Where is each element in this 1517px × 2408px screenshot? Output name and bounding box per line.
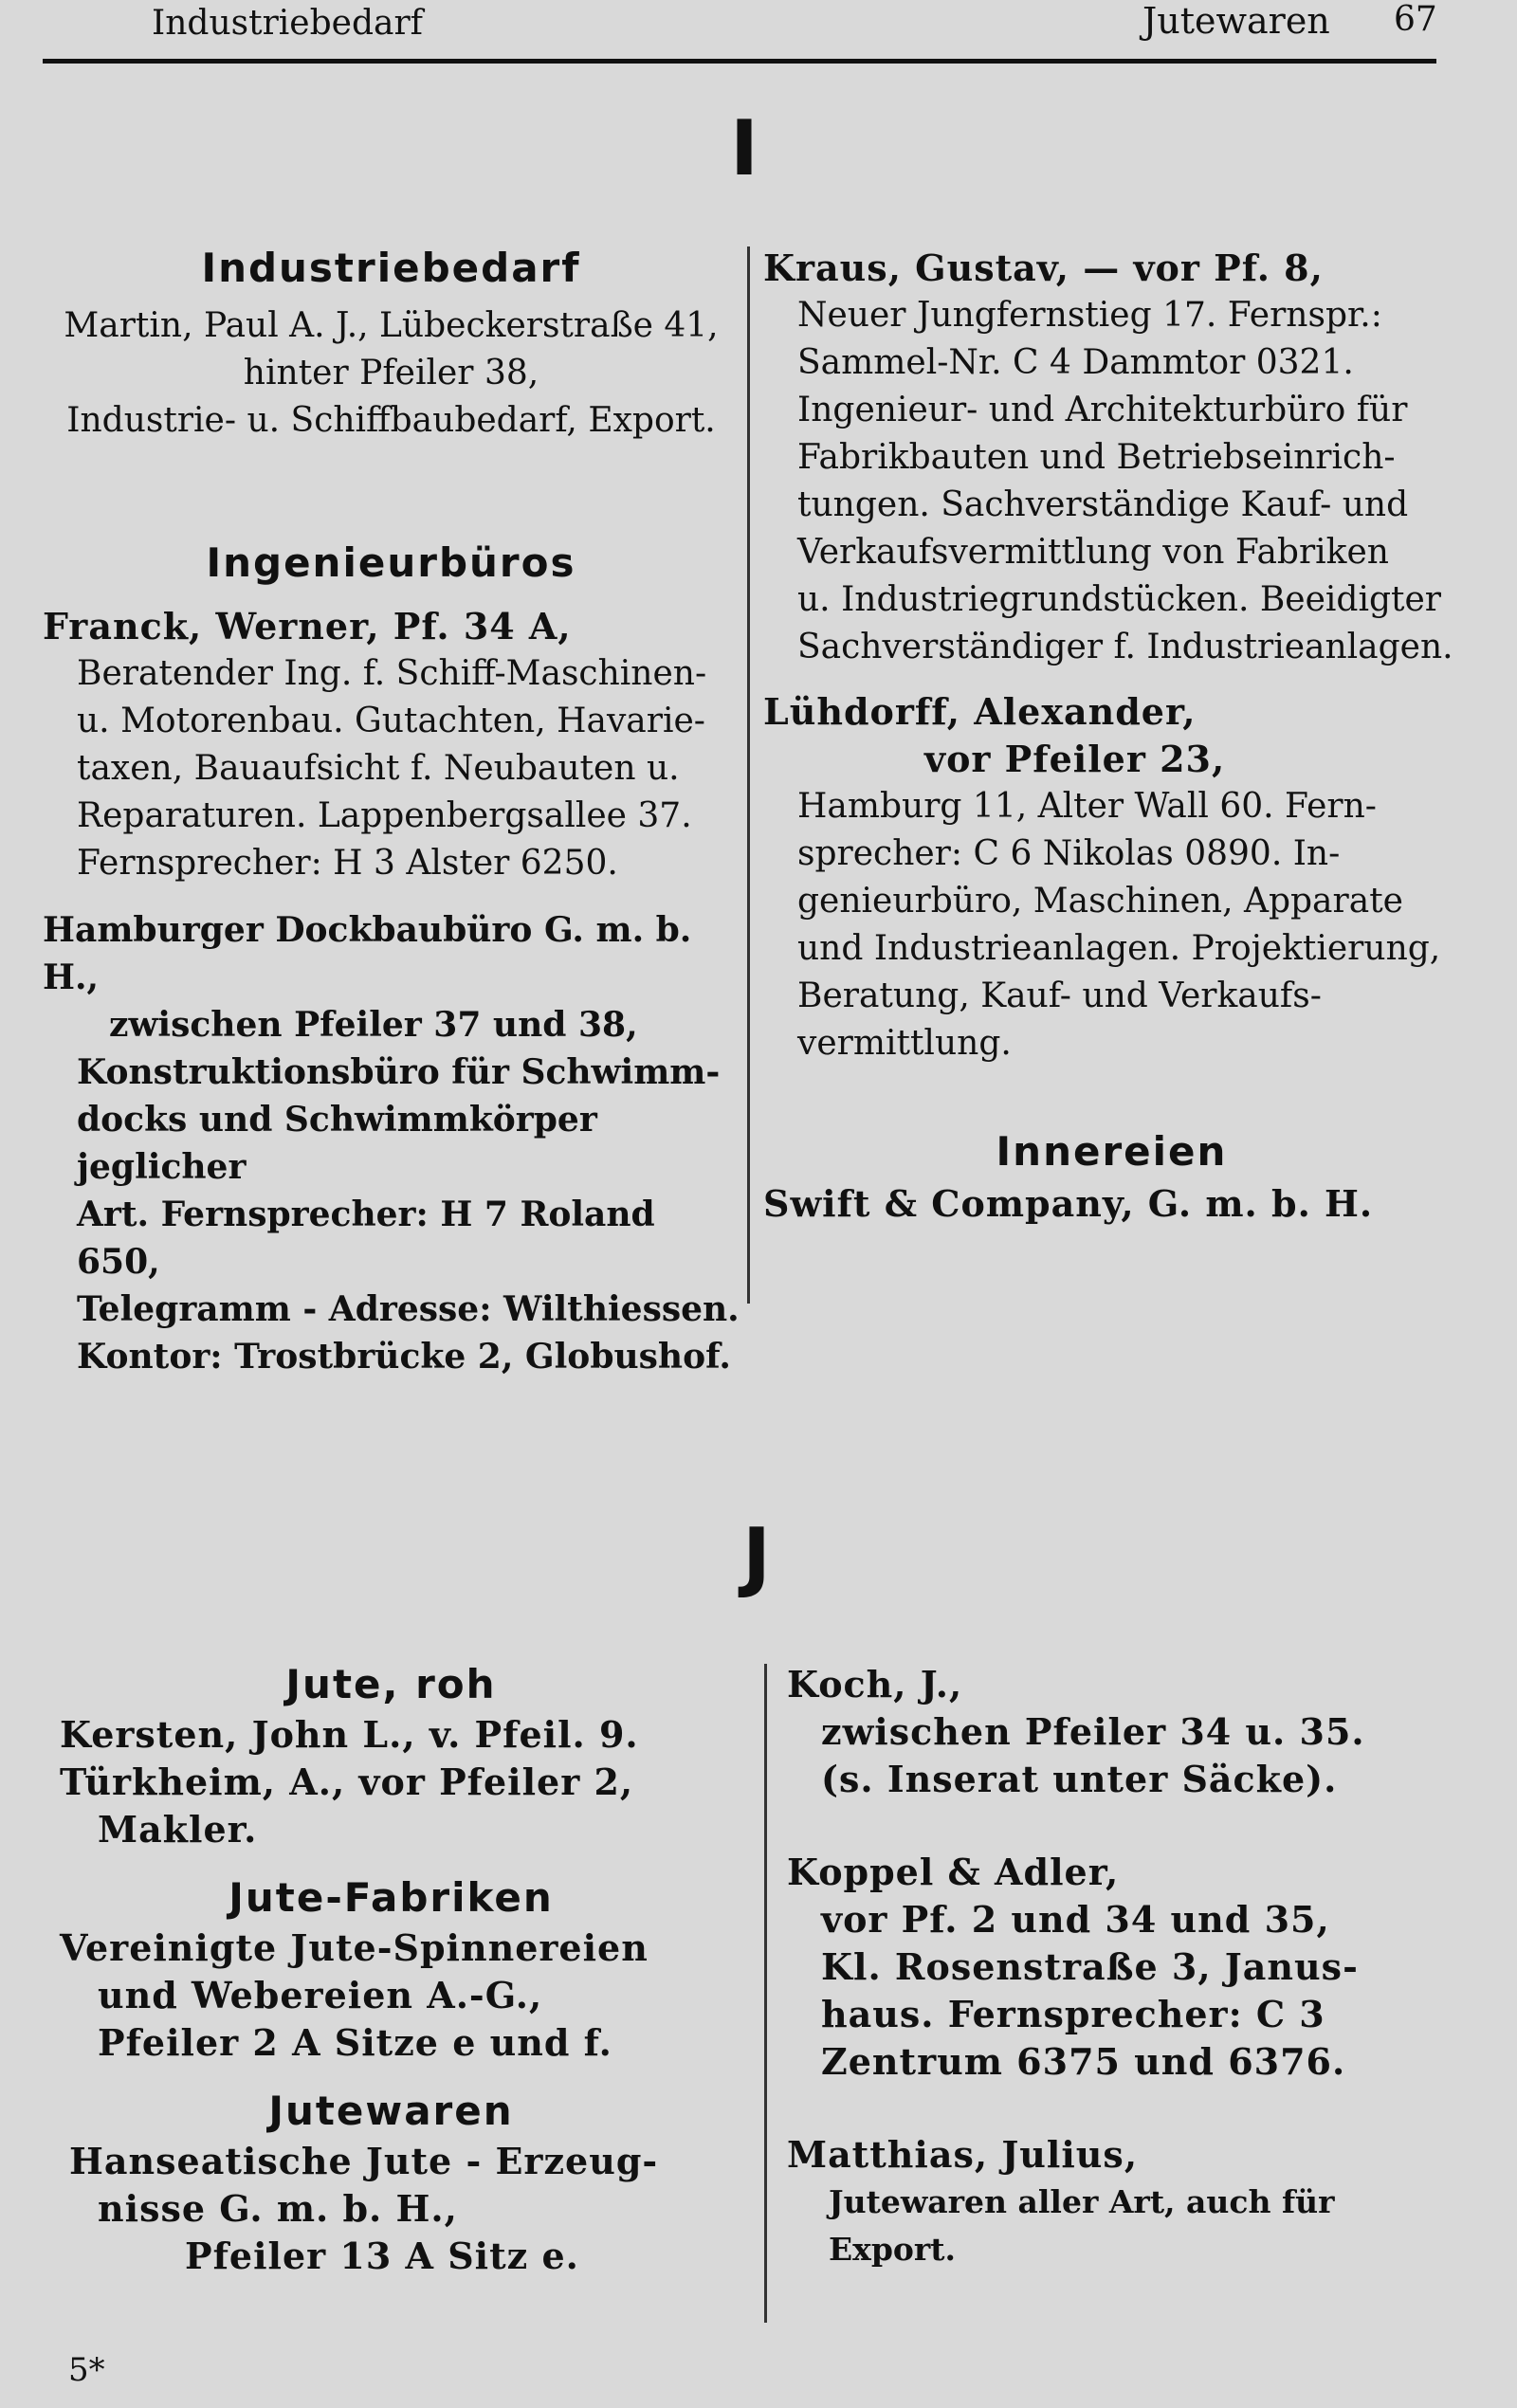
entry-line: hinter Pfeiler 38, bbox=[243, 354, 539, 392]
entry-line: Pfeiler 2 A Sitze e und f. bbox=[98, 2021, 612, 2064]
entry-line: Beratung, Kauf- und Verkaufs- bbox=[797, 976, 1322, 1015]
header-left-title: Industriebedarf bbox=[152, 4, 423, 43]
column-i-right bbox=[763, 245, 1460, 1228]
entry-martin bbox=[43, 302, 740, 445]
header-middle-title: Jutewaren bbox=[1142, 0, 1330, 42]
entry-line: docks und Schwimmkörper jeglicher bbox=[77, 1100, 597, 1187]
entry-line: zwischen Pfeiler 37 und 38, bbox=[109, 1005, 638, 1045]
signature-mark: 5* bbox=[68, 2351, 105, 2389]
entry-matthias bbox=[787, 2131, 1460, 2273]
section-title-industriebedarf: Industriebedarf bbox=[201, 245, 581, 291]
entry-line: zwischen Pfeiler 34 u. 35. bbox=[821, 1710, 1365, 1753]
entry-line: haus. Fernsprecher: C 3 bbox=[821, 1993, 1325, 2035]
entry-line: Verkaufsvermittlung von Fabriken bbox=[797, 533, 1389, 572]
section-letter-j: J bbox=[742, 1512, 771, 1600]
entry-line: und Webereien A.-G., bbox=[98, 1974, 543, 2016]
entry-line: Beratender Ing. f. Schiff-Maschinen- bbox=[77, 654, 707, 693]
entry-name: Lühdorff, Alexander, bbox=[763, 690, 1197, 733]
running-header bbox=[43, 0, 1436, 64]
column-j-left bbox=[43, 1661, 740, 2280]
section-letter-i: I bbox=[730, 104, 758, 192]
entry-line: Reparaturen. Lappenbergsallee 37. bbox=[77, 796, 692, 835]
section-title-jute-fabriken: Jute-Fabriken bbox=[228, 1874, 554, 1921]
entry-line: taxen, Bauaufsicht f. Neubauten u. bbox=[77, 749, 680, 788]
entry-line: Fabrikbauten und Betriebseinrich- bbox=[797, 438, 1396, 477]
entry-line: Telegramm - Adresse: Wilthiessen. bbox=[77, 1289, 740, 1329]
entry-line: Hanseatische Jute - Erzeug- bbox=[69, 2140, 659, 2182]
entry-line: (s. Inserat unter Säcke). bbox=[821, 1758, 1338, 1800]
page-number: 67 bbox=[1394, 0, 1437, 39]
entry-koppel-adler bbox=[787, 1849, 1460, 2086]
section-title-jute-roh: Jute, roh bbox=[285, 1661, 497, 1707]
entry-line: genieurbüro, Maschinen, Apparate bbox=[797, 882, 1403, 921]
entry-hamburger-dockbaubuero bbox=[43, 906, 740, 1380]
entry-name: Koch, J., bbox=[787, 1663, 963, 1706]
entry-line: Makler. bbox=[98, 1808, 258, 1851]
entry-name: Hamburger Dockbaubüro G. m. b. H., bbox=[43, 910, 692, 997]
entry-line: nisse G. m. b. H., bbox=[98, 2187, 458, 2230]
entry-line: vermittlung. bbox=[797, 1024, 1012, 1063]
section-title-ingenieurbueros: Ingenieurbüros bbox=[206, 539, 576, 586]
entry-line: Industrie- u. Schiffbaubedarf, Export. bbox=[66, 401, 716, 440]
entry-line: Türkheim, A., vor Pfeiler 2, bbox=[60, 1760, 634, 1803]
section-title-jutewaren: Jutewaren bbox=[268, 2088, 514, 2134]
entry-swift bbox=[763, 1180, 1460, 1228]
entry-name: Franck, Werner, Pf. 34 A, bbox=[43, 605, 572, 648]
entry-line: Fernsprecher: H 3 Alster 6250. bbox=[77, 844, 618, 883]
entry-line: Jutewaren aller Art, auch für Export. bbox=[829, 2183, 1335, 2268]
entry-jute-roh-list bbox=[43, 1711, 740, 1853]
entry-line: u. Industriegrundstücken. Beeidigter bbox=[797, 580, 1441, 619]
entry-name: Swift & Company, G. m. b. H. bbox=[763, 1182, 1374, 1225]
column-i-left bbox=[43, 245, 740, 1380]
column-divider bbox=[747, 246, 750, 1304]
entry-franck bbox=[43, 603, 740, 887]
entry-hanseatische bbox=[43, 2138, 740, 2280]
entry-name-location: vor Pfeiler 23, bbox=[924, 738, 1226, 780]
section-title-innereien: Innereien bbox=[996, 1128, 1228, 1175]
entry-line: Neuer Jungfernstieg 17. Fernspr.: bbox=[797, 296, 1382, 335]
entry-line: Martin, Paul A. J., Lübeckerstraße 41, bbox=[64, 306, 719, 345]
entry-line: Pfeiler 13 A Sitz e. bbox=[185, 2235, 579, 2277]
entry-line: u. Motorenbau. Gutachten, Havarie- bbox=[77, 702, 705, 740]
entry-line: vor Pf. 2 und 34 und 35, bbox=[821, 1898, 1330, 1941]
entry-line: Art. Fernsprecher: H 7 Roland 650, bbox=[77, 1195, 655, 1282]
entry-name: Matthias, Julius, bbox=[787, 2133, 1139, 2176]
entry-jute-fabriken bbox=[43, 1925, 740, 2067]
entry-line: sprecher: C 6 Nikolas 0890. In- bbox=[797, 834, 1341, 873]
entry-line: Hamburg 11, Alter Wall 60. Fern- bbox=[797, 787, 1377, 826]
entry-line: Ingenieur- und Architekturbüro für bbox=[797, 391, 1408, 429]
entry-luehdorff bbox=[763, 688, 1460, 1067]
entry-line: Konstruktionsbüro für Schwimm- bbox=[77, 1052, 721, 1092]
entry-name: Kraus, Gustav, — vor Pf. 8, bbox=[763, 246, 1324, 289]
entry-line: Kersten, John L., v. Pfeil. 9. bbox=[60, 1713, 639, 1756]
entry-koch bbox=[787, 1661, 1460, 1803]
column-divider bbox=[764, 1664, 767, 2323]
entry-line: Sachverständiger f. Industrieanlagen. bbox=[797, 628, 1453, 666]
column-j-right bbox=[787, 1661, 1460, 2273]
entry-kraus bbox=[763, 245, 1460, 671]
entry-line: Sammel-Nr. C 4 Dammtor 0321. bbox=[797, 343, 1354, 382]
entry-name: Koppel & Adler, bbox=[787, 1851, 1120, 1893]
entry-line: Vereinigte Jute-Spinnereien bbox=[60, 1926, 649, 1969]
entry-line: tungen. Sachverständige Kauf- und bbox=[797, 485, 1409, 524]
entry-line: Kontor: Trostbrücke 2, Globushof. bbox=[77, 1337, 731, 1377]
entry-line: Kl. Rosenstraße 3, Janus- bbox=[821, 1945, 1359, 1988]
entry-line: und Industrieanlagen. Projektierung, bbox=[797, 929, 1441, 968]
entry-line: Zentrum 6375 und 6376. bbox=[821, 2040, 1346, 2083]
